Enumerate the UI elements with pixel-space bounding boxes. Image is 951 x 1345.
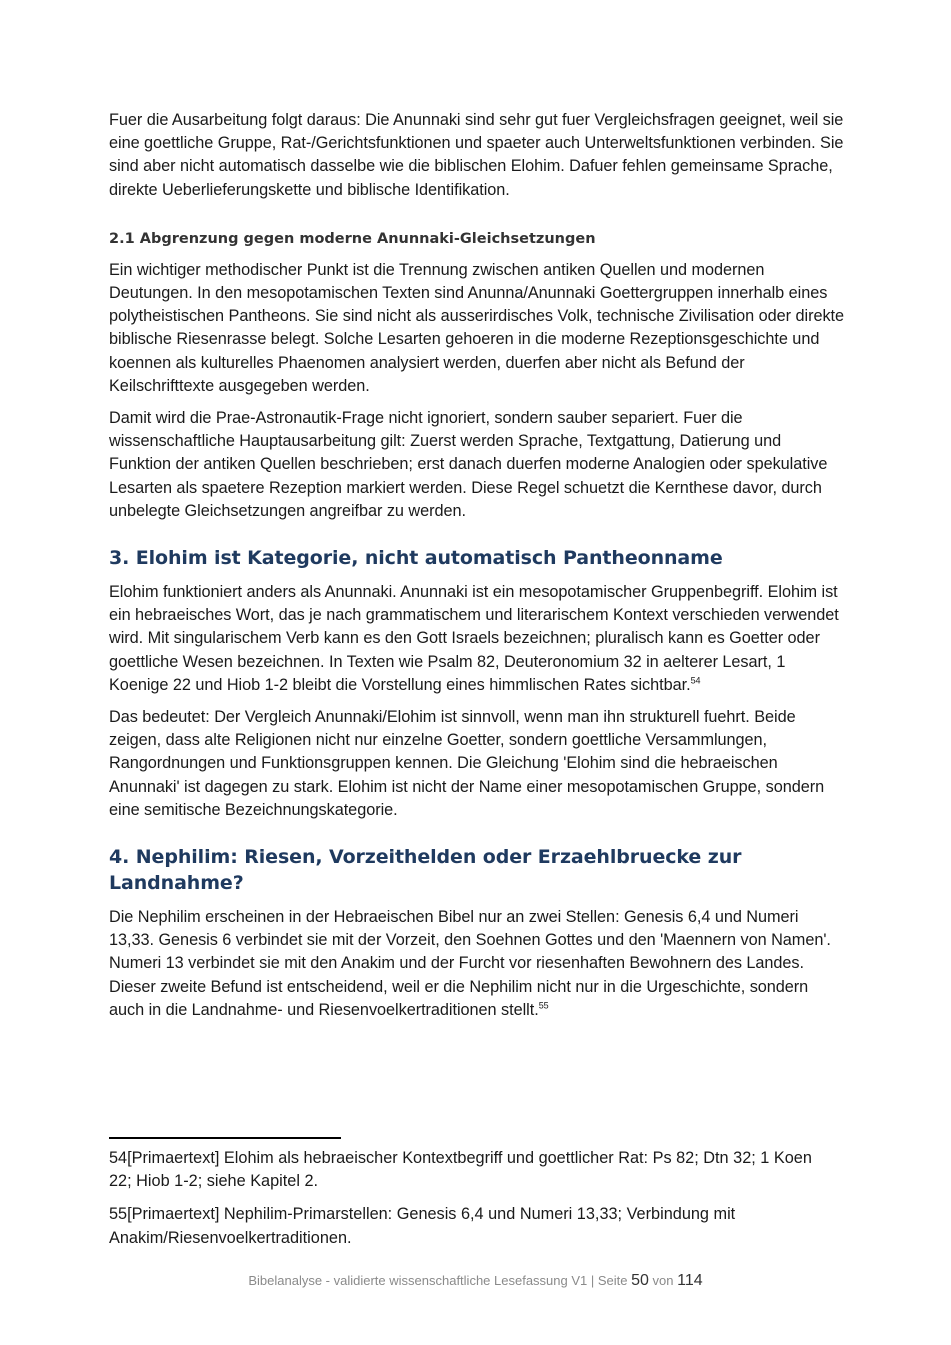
footer-page-number: 50 [631, 1272, 649, 1289]
paragraph-elohim-category [109, 581, 845, 697]
footer-label: Bibelanalyse - validierte wissenschaftliche Lesefassung V1 | Seite [248, 1273, 628, 1288]
footnote-54: 54[Primaertext] Elohim als hebraeischer Kontextbegriff und goettlicher Rat: Ps 82; Dtn 32; 1 Koen 22; Hiob 1-2; siehe Kapitel 2. [109, 1149, 812, 1191]
footer-of: von [652, 1273, 674, 1288]
paragraph-methodology: Ein wichtiger methodischer Punkt ist die Trennung zwischen antiken Quellen und modernen Deutungen. In den mesopotamischen Texten sind Anunna/Anunnaki Goettergruppen innerhalb eines polytheistischen Pantheons. Sie sind nicht als ausserirdisches Volk, technische Zivilisation oder direkte biblische Riesenrasse belegt. Solche Lesarten gehoeren in die moderne Rezeptionsgeschichte und koennen als kulturelles Phaenomen analysiert werden, duerfen aber nicht als Befund der Keilschrifttexte ausgegeben werden. [109, 260, 845, 395]
footnotes [109, 1147, 839, 1260]
paragraph-elohim-category-text: Elohim funktioniert anders als Anunnaki. Anunnaki ist ein mesopotamischer Gruppenbegriff. Elohim ist ein hebraeisches Wort, das je nach grammatischem und literarischem Kontext verschieden verwendet wird. Mit singularischem Verb kann es den Gott Israels bezeichnen; pluralisch kann es Goetter oder goettliche Wesen bezeichnen. In Texten wie Psalm 82, Deuteronomium 32 in aelterer Lesart, 1 Koenige 22 und Hiob 1-2 bleibt die Vorstellung eines himmlischen Rates sichtbar. [109, 583, 839, 694]
footnote-separator [109, 1137, 341, 1139]
footnote-ref-54[interactable]: 54 [690, 675, 701, 686]
paragraph-anunnaki-conclusion: Fuer die Ausarbeitung folgt daraus: Die Anunnaki sind sehr gut fuer Vergleichsfragen geeignet, weil sie eine goettliche Gruppe, Rat-/Gerichtsfunktionen und spaeter auch Unterweltsfunktionen verbinden. Sie sind aber nicht automatisch dasselbe wie die biblischen Elohim. Dafuer fehlen gemeinsame Sprache, direkte Ueberlieferungskette und biblische Identifikation. [109, 111, 844, 199]
subsection-heading-2-1: 2.1 Abgrenzung gegen moderne Anunnaki-Gleichsetzungen [109, 230, 596, 247]
footnote-ref-55[interactable]: 55 [538, 1000, 549, 1011]
paragraph-comparison: Das bedeutet: Der Vergleich Anunnaki/Elohim ist sinnvoll, wenn man ihn strukturell fuehrt. Beide zeigen, dass alte Religionen nicht nur einzelne Goetter, sondern goettliche Versammlungen, Rangordnungen und Funktionsgruppen kennen. Die Gleichung 'Elohim sind die hebraeischen Anunnaki' ist dagegen zu stark. Elohim ist nicht der Name einer mesopotamischen Gruppe, sondern eine semitische Bezeichnungskategorie. [109, 708, 825, 819]
paragraph-nephilim [109, 906, 845, 1022]
footnote-55: 55[Primaertext] Nephilim-Primarstellen: Genesis 6,4 und Numeri 13,33; Verbindung mit Anakim/Riesenvoelkertraditionen. [109, 1205, 736, 1247]
main-content [109, 109, 845, 1031]
page-footer [0, 1272, 951, 1290]
section-heading-4: 4. Nephilim: Riesen, Vorzeithelden oder Erzaehlbruecke zur Landnahme? [109, 846, 742, 895]
paragraph-prae-astronautik: Damit wird die Prae-Astronautik-Frage nicht ignoriert, sondern sauber separiert. Fuer die wissenschaftliche Hauptausarbeitung gilt: Zuerst werden Sprache, Textgattung, Datierung und Funktion der antiken Quellen beschrieben; erst danach duerfen moderne Analogien oder spekulative Lesarten als spaetere Rezeption markiert werden. Diese Regel schuetzt die Kernthese davor, durch unbelegte Gleichsetzungen angreifbar zu werden. [109, 409, 828, 520]
paragraph-nephilim-text: Die Nephilim erscheinen in der Hebraeischen Bibel nur an zwei Stellen: Genesis 6,4 und Numeri 13,33. Genesis 6 verbindet sie mit der Vorzeit, den Soehnen Gottes und den 'Maennern von Namen'. Numeri 13 verbindet sie mit den Anakim und der Furcht vor riesenhaften Bewohnern des Landes. Dieser zweite Befund ist entscheidend, weil er die Nephilim nicht nur in die Urgeschichte, sondern auch in die Landnahme- und Riesenvoelkertraditionen stellt. [109, 908, 831, 1019]
section-heading-3: 3. Elohim ist Kategorie, nicht automatisch Pantheonname [109, 547, 723, 570]
footer-total-pages: 114 [677, 1272, 703, 1289]
